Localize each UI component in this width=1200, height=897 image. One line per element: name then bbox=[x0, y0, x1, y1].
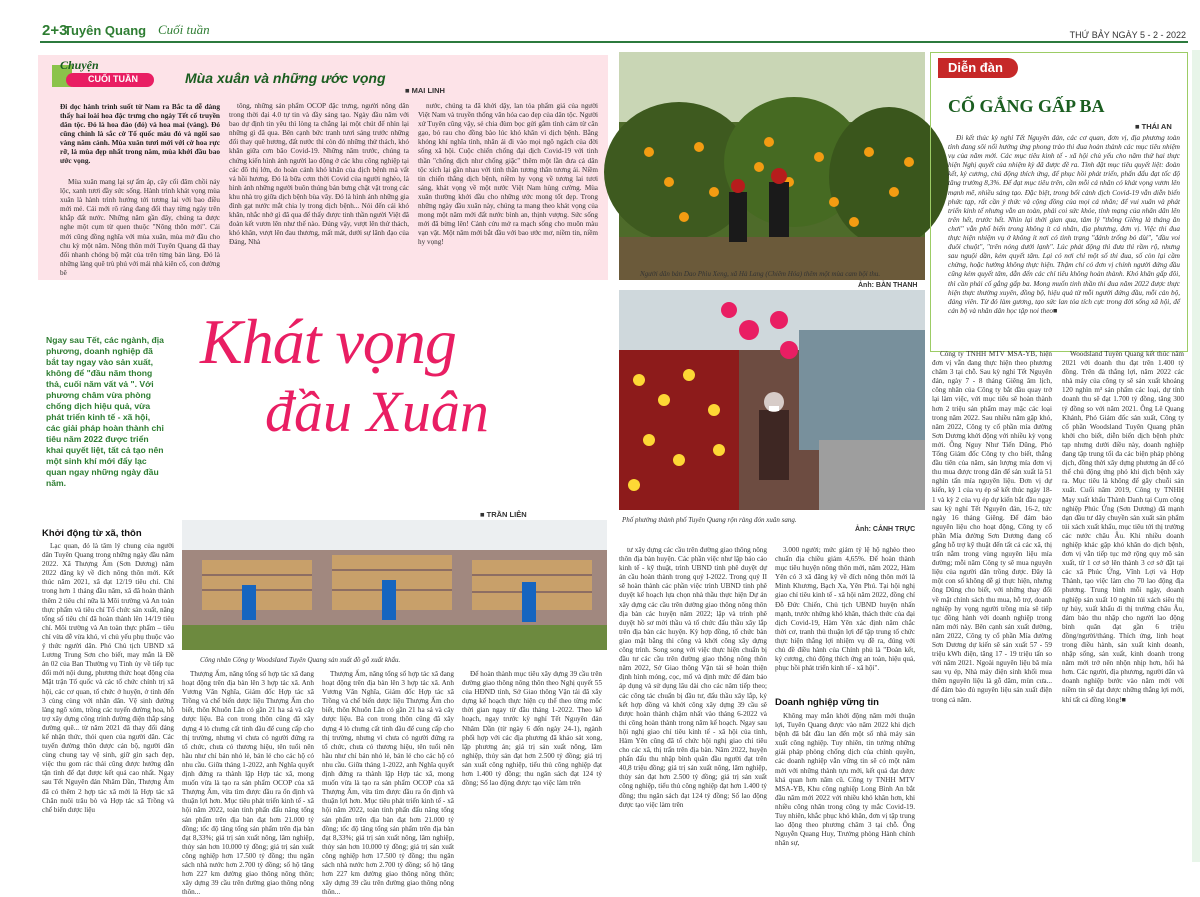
article1-col2 bbox=[229, 102, 409, 276]
article1-author: ■ MAI LINH bbox=[405, 86, 445, 95]
forum-body-text: Đi kết thúc kỳ nghỉ Tết Nguyên đán, các cơ quan, đơn vị, địa phương toàn tỉnh đang sôi nổi hướng ứng phong trào thi đua hoàn thành các mục tiêu nhiệm vụ của năm mới. Các mục tiêu kinh tế - xã hội chủ yếu cho năm thứ hai thực hiện Nghị quyết của nhiệm kỳ đã được đề ra. Tỉnh đặt mục tiêu quyết liệt: đoàn kết, kỷ cương, chủ động thích ứng, để phục hồi phát triển, phấn đấu đạt tốc độ tăng trưởng 8,3%. Để đạt mục tiêu trên, cần mỗi cá nhân có khát vọng vươn lên mạnh mẽ, nhiều sáng tạo. Đặc biệt, trong bối cảnh dịch Covid-19 vẫn diễn biến phức tạp, rất cần ý thức và cộng đồng của mọi cá nhân; để vui xuân và phát triển kinh tế nhưng vẫn an toàn, phải coi sức khỏe, tính mạng của nhân dân lên trên hết, trước hết. Nhìn lại thời gian qua, tâm lý "thông Giêng là tháng ăn chơi" vẫn phổ biến trong không ít cá nhân, địa phương, đơn vị. Việc thi đua thực hiện nhiệm vụ ở không ít nơi có tình trạng "đánh trống bỏ dùi", "đầu voi đuôi chuột", "trên nóng dưới lạnh". Lúc phát động thì đưa thì rầm rộ, nhưng sau nguội dần, kém quyết tâm. Lại có nơi chỉ một số thi đua, số còn lại cầm chừng, hoặc hưởng không thực hiện. Thậm chí có đơn vị chính người đứng đầu cũng kém quyết tâm, dẫn đến các chỉ tiêu không hoàn thành. Khó khăn gấp đôi, thì cần phải cố gắng gấp ba. Mong muốn tinh thần thi đua năm 2022 được thực hiện thực thường xuyên, đồng bộ, hiệu quả từ mỗi người đứng đầu, mỗi cán bộ, đảng viên. Từ đó làm gương, tạo sức lan tỏa tích cực trong đời sống xã hội, để cán bộ và nhân dân học tập noi theo■ bbox=[948, 134, 1180, 315]
article1-col1-text: Mùa xuân mang lại sự ấm áp, cây cối đâm chồi nảy lộc, xanh tươi đầy sức sống. Hành trình khát vọng mùa xuân là hành trình hướng tới tương lai với bao điều mới mẻ. Cái mới rõ ràng đang đổi thay từng ngày trên khắp đất nước. Những năm gần đây, chúng ta được nghe một cụm từ quen thuộc "Nông thôn mới". Cái mới cũng đồng nghĩa với mùa xuân, mùa mở đầu cho chu kỳ một năm. Nông thôn mới Tuyên Quang đã thay đổi nhanh chóng bộ mặt của trên từng bản làng. Đó là những làng quê trù phú với mái nhà kiên cố, con đường bê bbox=[60, 178, 220, 277]
orange-harvest-illustration bbox=[619, 52, 925, 280]
feature-col5b bbox=[775, 712, 915, 858]
feature-col5 bbox=[775, 546, 915, 694]
feature-col2-text: Thượng Ấm, nâng tổng số hợp tác xã đang hoạt động trên địa bàn lên 3 hợp tác xã. Anh Vương Văn Nghĩa, Giám đốc Hợp tác xã Trồng và chế biến dược liệu Thượng Ấm cho biết, thôn Khuôn Lăn có gần 21 ha sả và cây dược liệu. Bà con trong thôn cũng đã xây dựng 4 lò chưng cất tinh dầu để cung cấp cho thị trường, nhưng vì chưa có người đứng ra tổ chức, chưa có thương hiệu, tên tuổi nên hầu như chỉ bán nhỏ lẻ, bán lẻ cho các hộ có nhu cầu. Giữa tháng 1-2022, anh Nghĩa quyết định đứng ra thành lập Hợp tác xã, mong muốn vừa là tạo ra sản phẩm OCOP của xã Thượng Ấm, vừa tìm được đầu ra ổn định và thuận lợi hơn. Mục tiêu phát triển kinh tế - xã hội năm 2022, toàn tỉnh phấn đấu nâng tổng sản phẩm trên địa bàn đạt hơn 21.000 tỷ đồng; tốc độ tăng tổng sản phẩm trên địa bàn đạt 8,33%; giá trị sản xuất nông, lâm nghiệp, thủy sản hơn 10.000 tỷ đồng; giá trị sản xuất công nghiệp hơn 17.500 tỷ đồng; thu ngân sách nhà nước hơn 2.700 tỷ đồng; số hộ tăng hơn 227 km đường giao thông nông thôn; xây dựng 39 cầu trên đường giao thông nông thôn... bbox=[182, 670, 314, 897]
feature-subhead1: Khởi động từ xã, thôn bbox=[42, 528, 142, 539]
street-flowers-illustration bbox=[619, 290, 925, 510]
article1-col3 bbox=[418, 102, 598, 276]
feature-col6-text: Công ty TNHH MTV MSA-YB, hiện đơn vị vẫn đang thực hiện theo phương châm 3 tại chỗ. Sau kỳ nghỉ Tết Nguyên đán, ngày 7 - 8 tháng Giêng âm lịch, công nhân của Công ty bắt đầu quay trở lại làm việc, với mục tiêu sẽ hoàn thành hơn 2 triệu sản phẩm may mặc các loại trong năm 2022. Sau nhiều năm gặp khó, năm 2022, Công ty cổ phần mía đường Sơn Dương khởi động với nhiều kỳ vọng mới. Ông Nguy Như Tiến Dũng, Phó Tổng Giám đốc Công ty cho biết, thắng đầu tiên của năm, sản lượng mía đơn vị thu mua được trong dân để sản xuất là 51 nghìn tấn mía nguyên liệu. Đơn vị dự kiến, kỳ 1 của vụ ép sẽ kết thúc ngày 18-1 và kỳ 2 của vụ ép dự kiến bắt đầu ngay sau kỳ nghỉ Tết Nguyên đán, 16-2, tức ngày 16 tháng Giêng. Để đảm bảo nguyên liệu cho hoạt động, Công ty cổ phần Mía đường Sơn Dương đang cố gắng hỗ trợ kỹ thuật đến tất cả các xã, thị trấn nằm trong vùng nguyên liệu mía đường; mỗi năm Công ty sẽ mua nguyên liệu của người dân trồng được. Đây là một con số không dễ gì thực hiện, nhưng ông Dũng cho biết, với những thay đổi về mặt chính sách thu mua, hỗ trợ, doanh nghiệp hy vọng người trồng mía sẽ tiếp tục đồng hành với doanh nghiệp trong năm mới này. Bên cạnh sản xuất đường, năm 2022, Công ty cổ phần Mía đường Sơn Dương dự kiến sẽ sản xuất 57 - 59 triệu kWh điện, tăng 17 - 19 triệu tấn so với năm 2021. Ngoài nguyên liệu bã mía sau vụ ép, Nhà máy điện sinh khối mua thêm nguyên liệu là gỗ dăm, mùn cưa... để đảm bảo đủ nguyên liệu sản xuất điện trong cả năm. bbox=[932, 350, 1052, 704]
feature-col1 bbox=[42, 542, 174, 858]
page-number: 2+3 bbox=[42, 22, 68, 39]
section-label-chuyen-cuoi-tuan bbox=[52, 57, 157, 89]
feature-col5-text: 3.000 người; mức giảm tỷ lệ hộ nghèo theo chuẩn địa chiều giảm 4,65%. Để hoàn thành mục tiêu huyện nông thôn mới, năm 2022, Hàm Yên có 3 xã đăng ký về đích nông thôn mới là Minh Khương, Bạch Xa, Yên Phú. Tại hội nghị giao chỉ tiêu kinh tế - xã hội năm 2022, đồng chí Đỗ Đức Chiến, Chủ tịch UBND huyện nhấn mạnh, trước những khó khăn, thách thức của đại dịch Covid-19, Hàm Yên xác định năm chắc thời cơ, tranh thủ thuận lợi để tập trung tổ chức thực hiện thắng lợi nhiệm vụ đề ra, đúng với chủ đề điều hành của Chính phủ là "Đoàn kết, kỷ cương, chủ động thích ứng an toàn, hiệu quả, phục hồi phát triển kinh tế - xã hội". bbox=[775, 546, 915, 673]
feature-title-line2: đầu Xuân bbox=[265, 379, 489, 444]
feature-subhead2: Doanh nghiệp vững tin bbox=[775, 697, 879, 708]
photo2-caption: Phố phường thành phố Tuyên Quang rộn ràng đón xuân sang. bbox=[622, 516, 797, 524]
section-label-line1: Chuyện bbox=[60, 58, 99, 72]
header-rule bbox=[40, 41, 1188, 43]
newspaper-name: Tuyên Quang bbox=[64, 23, 147, 38]
feature-lead: Ngay sau Tết, các ngành, địa phương, doanh nghiệp đã bắt tay ngay vào sản xuất, không để "đầu năm thong thả, cuối năm vất vả ". Với phương châm vừa phòng chống dịch hiệu quả, vừa phát triển kinh tế - xã hội, các giải pháp hoàn thành chỉ tiêu năm 2022 được triển khai quyết liệt, tất cả tạo nên một sinh khí mới đẩy lạc quan ngay những ngày đầu năm. bbox=[46, 335, 164, 488]
article1-col2-text: tông, những sản phẩm OCOP đặc trưng, người nông dân trong thời đại 4.0 tự tin và đầy sáng tạo. Ngày đầu năm với bao dự định tin yêu thì lòng ta chẳng lại một chút để nhìn lại những gì đã qua. Bên cạnh bức tranh tươi sáng trước những đổi thay quê hương, đất nước thì còn đó những thử thách, khó khăn giữa cơn bão Covid-19. Những năm trước, chúng ta chứng kiến hình ảnh người lao động ở các khu công nghiệp tại các đô thị lớn, do hoàn cảnh khó khăn của dịch bệnh mà vất vả hồi hương. Đó là bữa cơm thời Covid của người nghèo, là hình ảnh những người buôn thúng bán bưng chật vật trong các khu nhà trọ giữa dịch bệnh bùa vây. Đó là hình ảnh những gia đình gạt nước mắt chia ly trong dịch bệnh... Nói đến cái khó khăn, nhắc nhở gì đã qua để thấy được tinh thần người Việt đã đoàn kết vươn lên như thế nào. Đúng vậy, vượt lên thử thách, khó khăn, vượt lên đau thương, mất mát, dưới sự lãnh đạo của Đảng, Nhà bbox=[229, 102, 409, 247]
article1-lead: Đi dọc hành trình suốt từ Nam ra Bắc ta dễ dàng thấy hai loài hoa đặc trưng cho ngày Tết cổ truyền dân tộc. Đó là hoa đào (đỏ) và hoa mai (vàng). Đó cũng chính là sắc cờ Tổ quốc màu đỏ và ngôi sao vàng năm cánh. Mùa xuân tươi mới với cờ hoa rực rỡ, là mùa đẹp nhất trong năm, mùa khởi đầu bao ước vọng. bbox=[60, 102, 220, 165]
feature-title-line1: Khát vọng bbox=[200, 306, 456, 377]
article1-title: Mùa xuân và những ước vọng bbox=[185, 70, 386, 86]
feature-col2b-text: Thượng Ấm, nâng tổng số hợp tác xã đang hoạt động trên địa bàn lên 3 hợp tác xã. Anh Vương Văn Nghĩa, Giám đốc Hợp tác xã Trồng và chế biến dược liệu Thượng Ấm cho biết, thôn Khuôn Lăn có gần 21 ha sả và cây dược liệu. Bà con trong thôn cũng đã xây dựng 4 lò chưng cất tinh dầu để cung cấp cho thị trường, nhưng vì chưa có người đứng ra tổ chức, chưa có thương hiệu, tên tuổi nên hầu như chỉ bán nhỏ lẻ, bán lẻ cho các hộ có nhu cầu. Giữa tháng 1-2022, anh Nghĩa quyết định đứng ra thành lập Hợp tác xã, mong muốn vừa là tạo ra sản phẩm OCOP của xã Thượng Ấm, vừa tìm được đầu ra ổn định và thuận lợi hơn. Mục tiêu phát triển kinh tế - xã hội năm 2022, toàn tỉnh phấn đấu nâng tổng sản phẩm trên địa bàn đạt hơn 21.000 tỷ đồng; tốc độ tăng tổng sản phẩm trên địa bàn đạt 8,33%; giá trị sản xuất nông, lâm nghiệp, thủy sản hơn 10.000 tỷ đồng; giá trị sản xuất công nghiệp hơn 17.500 tỷ đồng; thu ngân sách nhà nước hơn 2.700 tỷ đồng; số hộ tăng hơn 227 km đường giao thông nông thôn; xây dựng 39 cầu trên đường giao thông nông thôn... bbox=[322, 670, 454, 897]
feature-col7-text: Woodsland Tuyên Quang kết thúc năm 2021 với doanh thu đạt trên 1.400 tỷ đồng. Trên đà thắng lợi, năm 2022 các nhà máy của công ty sẽ sản xuất khoảng 120 nghìn m³ sản phẩm các loại, dự tính doanh thu sẽ đạt 1.700 tỷ đồng, tăng 300 tỷ đồng so với năm 2021. Ông Lê Quang Khánh, Phó Giám đốc sản xuất, Công ty cổ phần Woodsland Tuyên Quang phân khởi cho biết, diễn biến dịch bệnh phức tạp nhưng dưới điều này, doanh nghiệp đang tập trung tối đa các biện pháp phòng dịch, đồng thời xây dựng phương án để có thể chủ động ứng phó khi dịch bệnh xảy ra. Mục tiêu là không để gây chuỗi sản xuất. Cuối năm 2019, Công ty TNHH May xuất khẩu Thành Danh tại Cụm công nghiệp Phúc Ứng (Sơn Dương) đã mạnh dạn đầu tư dây chuyền sản xuất sản phẩm túi xách xuất khẩu, mục tiêu tới thị trường các nước châu Âu. Khi nhiều doanh nghiệp khác gặp khó khăn do dịch bệnh, đơn vị vẫn tiếp tục mở rộng quy mô sản xuất, từ 1 cơ sở lên thành 3 cơ sở đặt tại các xã Phúc Ứng, Vĩnh Lợi và Hợp Thành, tạo việc làm cho 70 lao động địa phương. Trung bình mỗi ngày, doanh nghiệp sản xuất 10 nghìn túi xách siêu thị tự hủy, xuất khẩu đi thị trường châu Âu, đảm bảo thu nhập cho người lao động bình quân đạt gần 6 triệu đồng/người/tháng. Thích ứng, linh hoạt trong điều hành, sản xuất kinh doanh, nhập sống, sản xuất, kinh doanh trong năm mới trở nên nhộn nhịp hơn, hối hả hơn. Các người, địa phương, người dân và doanh nghiệp bước vào năm mới với niềm tin sẽ đạt được những thắng lợi mới, khí tất cả đồng lòng!■ bbox=[1062, 350, 1184, 704]
forum-label: Diễn đàn bbox=[938, 58, 1018, 78]
forum-body bbox=[948, 134, 1180, 348]
feature-col7 bbox=[1062, 350, 1184, 858]
article1-col3-text: nước, chúng ta đã khởi dậy, lan tỏa phẩm giá của người Việt Nam và truyền thống văn hóa cao đẹp của dân tộc. Người xứ Tuyên cũng vậy, sẻ chia đùm bọc gửi gắm tình cảm từ cân gạo, bó rau cho đồng bào lúc khó khăn vì dịch bệnh. Bằng khóng khí nghĩa tình, nhân ái đi vào mọi ngõ ngách của đời sống xã hội. Cuộc chiến chống đại dịch Covid-19 với tinh thần "chống dịch như chống giặc" thêm một lần đưa cả dân tộc xích lại gần nhau với tinh thần tương thân tương ái. Niềm tin chiến thắng dịch bệnh, niềm hy vọng về tương lai tươi sáng, khát vọng về một nước Việt Nam hùng cường. Mùa xuân thường khởi đầu cho những ước mong tốt đẹp. Trong những ngày đầu xuân này, chúng ta mang theo khát vọng của mong một năm mới đất nước bình an, thịnh vượng. Sức sống mới đã bừng lên! Cảnh cửu mở ra mạch sống cho muôn màu vạn vật. Một năm mới bắt đầu với bao ước mơ, niềm tin, niềm hy vọng! bbox=[418, 102, 598, 247]
feature-col5b-text: Không may mắn khởi động năm mới thuận lợi, Tuyên Quang được vào năm 2022 khi dịch bệnh đã bắt đầu lan đến một số nhà máy sản xuất công nghiệp. Tuy nhiên, tin tưởng những giải pháp phòng chống dịch của chính quyền, các doanh nghiệp vẫn vững tin sẽ có một năm mới với những thành tựu mới, kết quả đạt được khả quan hơn năm cũ. Công ty TNHH MTV MSA-YB, Khu công nghiệp Long Bình An bắt đầu năm mới 2022 với nhiều khó khăn hơn, khi nhiều công nhân trong công ty mắc Covid-19. Tuy nhiên, khắc phục khó khăn, đơn vị tập trung lao động theo phương châm 3 tại chỗ. Ông Nguyễn Quang Huy, Trưởng phòng Hành chính nhân sự, bbox=[775, 712, 915, 848]
feature-col4-text: tư xây dựng các cầu trên đường giao thông nông thôn địa bàn huyện. Các phần việc như lập báo cáo kinh tế - kỹ thuật, trình UBND tỉnh phê duyệt dự án cầu hoàn thành trong quý I-2022. Trong quý II sẽ hoàn thành các phần việc trình UBND tỉnh phê duyệt kế hoạch lựa chọn nhà thầu thực hiện Dự án xây dựng các cầu trên đường giao thông nông thôn địa bàn các huyện năm 2022; lập và trình phê duyệt hồ sơ mời thầu và tổ chức đấu thầu xây lắp trên địa bàn các huyện. Kỳ hợp đồng, tổ chức bàn giao mặt bằng thi công và khởi công xây dựng công trình. Song song với việc thực hiện chuẩn bị đầu tư các cầu trên đường giao thông nông thôn năm 2022, Sở Giao thông Vận tải sẽ hoàn thiện định hình móng, cọc, mố và định mức để đảm bảo áp dụng và sử dụng lâu dài cho các năm tiếp theo; các công tác chuẩn bị đầu tư, đấu thầu xây lắp, ký kết hợp đồng và khởi công xây dựng 39 cầu sẽ được hoàn thành chậm nhất vào tháng 6-2022 và thi công hoàn thành trong năm kế hoạch. Ngay sau hội nghị giao chỉ tiêu kinh tế - xã hội của tỉnh, Hàm Yên cũng đã tổ chức hội nghị giao chỉ tiêu cho các xã, thị trấn trên địa bàn. Năm 2022, huyện phấn đấu thu nhập bình quân đầu người đạt trên 40,8 triệu đồng; giá trị sản xuất nông, lâm nghiệp, thủy sản đạt hơn 2.500 tỷ đồng; giá trị sản xuất công nghiệp, tiểu thủ công nghiệp đạt hơn 1.400 tỷ đồng; thu ngân sách đạt 124 tỷ đồng; Số lao động được tạo việc làm trên bbox=[619, 546, 767, 809]
photo1-caption: Người dân bản Dao Phìu Xeng, xã Hà Lang (Chiêm Hóa) thêm một mùa cam bội thu. bbox=[640, 270, 881, 278]
feature-col1-text: Lạc quan, đó là tâm lý chung của người dân Tuyên Quang trong những ngày đầu năm 2022. Xã Thượng Ấm (Sơn Dương) năm 2022 đăng ký về đích nông thôn mới. Kết thúc năm 2021, xã đạt 12/19 tiêu chí. Chỉ trong hơn 1 tháng đầu năm, xã đã hoàn thành thêm 2 tiêu chí nữa là Môi trường và An toàn thực phẩm và tiêu chí Tổ chức sản xuất, nâng tổng số tiêu chí đã hoàn thành lên 14/19 tiêu chí. Môi trường và An toàn thực phẩm – tiêu chí vừa dễ vừa khó, vì chủ yếu phụ thuộc vào ý thức người dân. Phó Chủ tịch UBND xã Lương Trung Sơn cho biết, may mắn là Đề án 02 của Ban Thường vụ Tỉnh ủy về tiếp tục đổi mới nội dung, phương thức hoạt động của Mặt trận Tổ quốc và các tổ chức chính trị xã hội, các cơ quan, tổ chức ở huyện, ở tỉnh đến 3 cùng cùng với nhân dân. Vệ sinh đường làng ngõ xóm, trồng các tuyến đường hoa, hỗ trợ xây dựng công trình đường điện thắp sáng đường quê... từ năm 2021 đã thay đổi đáng kể nhận thức, thói quen của người dân. Các tuyến đường thôn được cán bộ, người dân cùng chung tay vệ sinh, giữ gìn sạch đẹp, việc thu gom rác thải cũng được hướng dẫn tận tình để đạt được kết quả cao nhất. Ngay sau Tết Nguyên đán Nhâm Dần, Thượng Ấm đã có thêm 2 hợp tác xã mới là Hợp tác xã Chăn nuôi trâu bò và Hợp tác xã Trồng và chế biến dược liệu bbox=[42, 542, 174, 814]
feature-col3-text: Để hoàn thành mục tiêu xây dựng 39 cầu trên đường giao thông nông thôn theo Nghị quyết 55 của HĐND tỉnh, Sở Giao thông Vận tải đã xây dựng kế hoạch thực hiện cụ thể theo từng mốc thời gian ngay từ đầu tháng 1-2022. Theo kế hoạch, ngay trước kỳ nghỉ Tết Nguyên đán Nhâm Dần (từ ngày 6 đến ngày 24-1), ngành phối hợp với các địa phương đã khảo sát xong, lập phương án; giá trị sản xuất nông, lâm nghiệp, thủy sản đạt hơn 2.500 tỷ đồng; giá trị sản xuất công nghiệp, tiểu thủ công nghiệp đạt hơn 1.400 tỷ đồng; thu ngân sách đạt 124 tỷ đồng; Số lao động được tạo việc làm trên bbox=[462, 670, 602, 788]
photo1-credit: Ảnh: BÀN THANH bbox=[858, 282, 918, 289]
feature-col4 bbox=[619, 546, 767, 858]
feature-col6 bbox=[932, 350, 1052, 858]
photo-orange-harvest bbox=[619, 52, 925, 280]
feature-col2b bbox=[322, 670, 454, 897]
issue-date: THỨ BẢY NGÀY 5 - 2 - 2022 bbox=[1069, 30, 1186, 40]
photo3-caption: Công nhân Công ty Woodsland Tuyên Quang sản xuất đồ gỗ xuất khẩu. bbox=[200, 656, 401, 664]
factory-illustration bbox=[182, 520, 607, 650]
article1-col1 bbox=[60, 178, 220, 276]
photo-street-flowers bbox=[619, 290, 925, 510]
section-label-line2: CUỐI TUẦN bbox=[88, 74, 138, 84]
photo-woodsland-factory bbox=[182, 520, 607, 650]
newspaper-subtitle: Cuối tuần bbox=[158, 22, 210, 37]
feature-author: ■ TRẦN LIÊN bbox=[480, 510, 527, 519]
feature-col3 bbox=[462, 670, 602, 858]
forum-title: CỐ GẮNG GẤP BA bbox=[948, 96, 1105, 116]
page-edge-strip bbox=[1192, 50, 1200, 862]
forum-author: ■ THÁI AN bbox=[1135, 122, 1172, 131]
photo2-credit: Ảnh: CẢNH TRỰC bbox=[855, 526, 916, 533]
feature-col2 bbox=[182, 670, 314, 897]
